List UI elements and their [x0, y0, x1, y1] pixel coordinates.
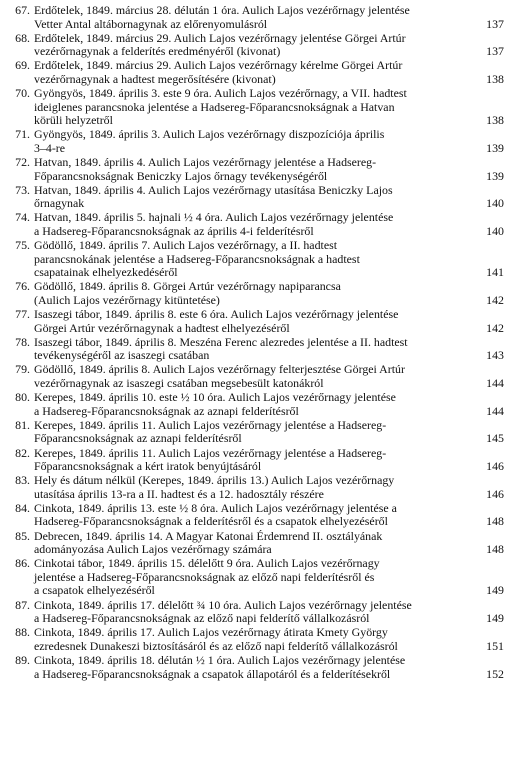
- entry-number: 85.: [15, 528, 30, 543]
- entry-title: [34, 156, 504, 183]
- toc-entry: [8, 391, 504, 418]
- entry-title: [34, 87, 504, 128]
- entry-title-line: Kerepes, 1849. április 11. Aulich Lajos vezérőrnagy jelentése a Hadsereg-: [34, 417, 387, 432]
- page-number: 145: [486, 431, 504, 446]
- entry-title-line: Gödöllő, 1849. április 8. Görgei Artúr vezérőrnagy napiparancsa: [34, 279, 341, 294]
- entry-title-line: körüli helyzetről: [34, 113, 113, 128]
- entry-title: [34, 32, 504, 59]
- entry-title: [34, 308, 504, 335]
- entry-title: [34, 280, 504, 307]
- page-number: 152: [486, 666, 504, 681]
- entry-title-line: Gyöngyös, 1849. április 3. este 9 óra. Aulich Lajos vezérőrnagy, a VII. hadtest: [34, 86, 407, 101]
- entry-title-line: Gödöllő, 1849. április 8. Aulich Lajos vezérőrnagy felterjesztése Görgei Artúr: [34, 362, 405, 377]
- entry-title: [34, 419, 504, 446]
- entry-number: 72.: [15, 155, 30, 170]
- page-number: 140: [486, 224, 504, 238]
- page-number: 138: [486, 113, 504, 128]
- toc-entry: [8, 599, 504, 626]
- entry-title-line: Cinkota, 1849. április 13. este ½ 8 óra. Aulich Lajos vezérőrnagy jelentése a: [34, 500, 397, 515]
- toc-entry: [8, 156, 504, 183]
- entry-number: 77.: [15, 307, 30, 322]
- page-number: 138: [486, 71, 504, 86]
- page-number: 139: [486, 140, 504, 155]
- entry-title: [34, 530, 504, 557]
- entry-number: 71.: [15, 127, 30, 142]
- entry-title-line: Görgei Artúr vezérőrnagynak a hadtest elhelyezéséről: [34, 320, 290, 335]
- entry-title: [34, 447, 504, 474]
- entry-number: 87.: [15, 597, 30, 612]
- entry-title-line: őrnagynak: [34, 196, 85, 211]
- entry-title-line: vezérőrnagynak a felderítés eredményéről (kivonat): [34, 44, 281, 59]
- entry-title-line: a Hadsereg-Főparancsnokságnak az előző napi felderítő vállalkozásról: [34, 611, 370, 626]
- entry-title: [34, 128, 504, 155]
- entry-title: [34, 626, 504, 653]
- toc-entry: [8, 211, 504, 238]
- page-number: 140: [486, 196, 504, 211]
- page-number: 141: [486, 265, 504, 280]
- page-number: 149: [486, 583, 504, 598]
- entry-title-line: a csapatok elhelyezéséről: [34, 583, 155, 598]
- toc-entry: [8, 59, 504, 86]
- page-number: 148: [486, 542, 504, 557]
- toc-entry: [8, 184, 504, 211]
- page-number: 146: [486, 486, 504, 501]
- toc-entry: [8, 128, 504, 155]
- page-number: 151: [486, 638, 504, 653]
- entry-number: 88.: [15, 625, 30, 640]
- page-number: 149: [486, 611, 504, 626]
- entry-title-line: Erdőtelek, 1849. március 28. délután 1 óra. Aulich Lajos vezérőrnagy jelentése: [34, 3, 410, 17]
- page-number: 142: [486, 292, 504, 307]
- entry-title-line: vezérőrnagynak az isaszegi csatában megsebesült katonákról: [34, 376, 324, 391]
- page-number: 144: [486, 403, 504, 418]
- toc-entry: [8, 626, 504, 653]
- entry-title-line: ezredesnek Dunakeszi biztosításáról és az előző napi felderítő vállalkozásról: [34, 638, 398, 653]
- entry-title-line: Hely és dátum nélkül (Kerepes, 1849. április 13.) Aulich Lajos vezérőrnagy: [34, 473, 395, 488]
- toc-entry: [8, 280, 504, 307]
- page-number: 137: [486, 44, 504, 59]
- page-number: 139: [486, 168, 504, 183]
- page-number: 142: [486, 320, 504, 335]
- toc-entry: [8, 502, 504, 529]
- entry-title: [34, 4, 504, 31]
- entry-title-line: tevékenységéről az isaszegi csatában: [34, 348, 210, 363]
- entry-title: [34, 654, 504, 681]
- page-number: 137: [486, 16, 504, 31]
- entry-title-line: 3–4-re: [34, 140, 66, 155]
- entry-title: [34, 502, 504, 529]
- entry-title-line: Gyöngyös, 1849. április 3. Aulich Lajos vezérőrnagy diszpozíciója április: [34, 127, 385, 142]
- toc-entry: [8, 557, 504, 598]
- entry-number: 73.: [15, 182, 30, 197]
- entry-title-line: Erdőtelek, 1849. március 29. Aulich Lajos vezérőrnagy kérelme Görgei Artúr: [34, 58, 403, 73]
- entry-title: [34, 474, 504, 501]
- toc-entry: [8, 308, 504, 335]
- entry-title-line: Isaszegi tábor, 1849. április 8. este 6 óra. Aulich Lajos vezérőrnagy jelentése: [34, 307, 399, 322]
- entry-title-line: Kerepes, 1849. április 11. Aulich Lajos vezérőrnagy jelentése a Hadsereg-: [34, 445, 387, 460]
- toc-entry: [8, 4, 504, 31]
- toc-entry: [8, 87, 504, 128]
- entry-number: 80.: [15, 390, 30, 405]
- entry-title-line: Cinkota, 1849. április 17. Aulich Lajos vezérőrnagy átirata Kmety György: [34, 625, 388, 640]
- entry-title-line: Hatvan, 1849. április 4. Aulich Lajos vezérőrnagy utasítása Beniczky Lajos: [34, 182, 393, 197]
- entry-title-line: vezérőrnagynak a hadtest megerősítésére (kivonat): [34, 71, 276, 86]
- entry-title-line: Hatvan, 1849. április 4. Aulich Lajos vezérőrnagy jelentése a Hadsereg-: [34, 155, 377, 170]
- entry-number: 81.: [15, 417, 30, 432]
- toc-entry: [8, 239, 504, 280]
- entry-title: [34, 336, 504, 363]
- entry-title: [34, 239, 504, 280]
- entry-number: 67.: [15, 3, 30, 17]
- entry-number: 84.: [15, 500, 30, 515]
- entry-title-line: Vetter Antal altábornagynak az előrenyomulásról: [34, 16, 268, 31]
- entry-number: 86.: [15, 556, 30, 571]
- entry-title-line: Gödöllő, 1849. április 7. Aulich Lajos vezérőrnagy, a II. hadtest: [34, 238, 338, 253]
- entry-title-line: Főparancsnokságnak Beniczky Lajos őrnagy tevékenységéről: [34, 168, 328, 183]
- entry-title-line: jelentése a Hadsereg-Főparancsnokságnak az előző napi felderítésről és: [34, 569, 375, 584]
- entry-title-line: Cinkota, 1849. április 17. délelőtt ¾ 10 óra. Aulich Lajos vezérőrnagy jelentése: [34, 597, 412, 612]
- toc-entry: [8, 419, 504, 446]
- page-number: 146: [486, 459, 504, 474]
- page-number: 148: [486, 514, 504, 529]
- toc-entry: [8, 474, 504, 501]
- page-number: 144: [486, 376, 504, 391]
- entry-number: 78.: [15, 334, 30, 349]
- toc-entry: [8, 447, 504, 474]
- entry-title: [34, 211, 504, 238]
- entry-title-line: csapatainak elhelyezkedéséről: [34, 265, 178, 280]
- entry-title-line: Cinkota, 1849. április 18. délután ½ 1 óra. Aulich Lajos vezérőrnagy jelentése: [34, 652, 406, 667]
- entry-number: 89.: [15, 652, 30, 667]
- entry-title-line: a Hadsereg-Főparancsnokságnak az aznapi felderítésről: [34, 403, 299, 418]
- entry-title-line: (Aulich Lajos vezérőrnagy kitüntetése): [34, 292, 220, 307]
- toc-entry: [8, 336, 504, 363]
- toc-entry: [8, 363, 504, 390]
- entry-title-line: utasítása április 13-ra a II. hadtest és a 12. hadosztály részére: [34, 486, 324, 501]
- entry-title: [34, 59, 504, 86]
- entry-title-line: Hatvan, 1849. április 5. hajnali ½ 4 óra. Aulich Lajos vezérőrnagy jelentése: [34, 210, 394, 225]
- entry-number: 82.: [15, 445, 30, 460]
- toc-entry: [8, 654, 504, 681]
- entry-title-line: Cinkotai tábor, 1849. április 15. délelőtt 9 óra. Aulich Lajos vezérőrnagy: [34, 556, 380, 571]
- toc-list: [8, 4, 504, 681]
- entry-number: 79.: [15, 362, 30, 377]
- entry-title: [34, 557, 504, 598]
- entry-title-line: a Hadsereg-Főparancsnokságnak az április 4-i felderítésről: [34, 224, 314, 238]
- entry-title: [34, 391, 504, 418]
- entry-title: [34, 184, 504, 211]
- entry-number: 68.: [15, 30, 30, 45]
- entry-number: 69.: [15, 58, 30, 73]
- entry-title-line: ideiglenes parancsnoka jelentése a Hadsereg-Főparancsnokságnak a Hatvan: [34, 99, 395, 114]
- entry-title-line: Főparancsnokságnak az aznapi felderítésről: [34, 431, 242, 446]
- entry-title-line: a Hadsereg-Főparancsnokságnak a csapatok állapotáról és a felderítésekről: [34, 666, 391, 681]
- entry-title-line: Főparancsnokságnak a kért iratok benyújtásáról: [34, 459, 262, 474]
- entry-title: [34, 363, 504, 390]
- toc-entry: [8, 530, 504, 557]
- entry-title-line: adományozása Aulich Lajos vezérőrnagy számára: [34, 542, 272, 557]
- page-number: 143: [486, 348, 504, 363]
- entry-number: 75.: [15, 238, 30, 253]
- entry-number: 74.: [15, 210, 30, 225]
- entry-title-line: Debrecen, 1849. április 14. A Magyar Katonai Érdemrend II. osztályának: [34, 528, 383, 543]
- entry-title-line: Erdőtelek, 1849. március 29. Aulich Lajos vezérőrnagy jelentése Görgei Artúr: [34, 30, 406, 45]
- entry-number: 83.: [15, 473, 30, 488]
- entry-title: [34, 599, 504, 626]
- toc-entry: [8, 32, 504, 59]
- entry-title-line: Kerepes, 1849. április 10. este ½ 10 óra. Aulich Lajos vezérőrnagy jelentése: [34, 390, 396, 405]
- entry-number: 76.: [15, 279, 30, 294]
- entry-title-line: parancsnokának jelentése a Hadsereg-Főparancsnokságnak a hadtest: [34, 251, 360, 266]
- entry-title-line: Hadsereg-Főparancsnokságnak a felderítésről és a csapatok elhelyezéséről: [34, 514, 388, 529]
- entry-title-line: Isaszegi tábor, 1849. április 8. Meszéna Ferenc alezredes jelentése a II. hadtest: [34, 334, 408, 349]
- entry-number: 70.: [15, 86, 30, 101]
